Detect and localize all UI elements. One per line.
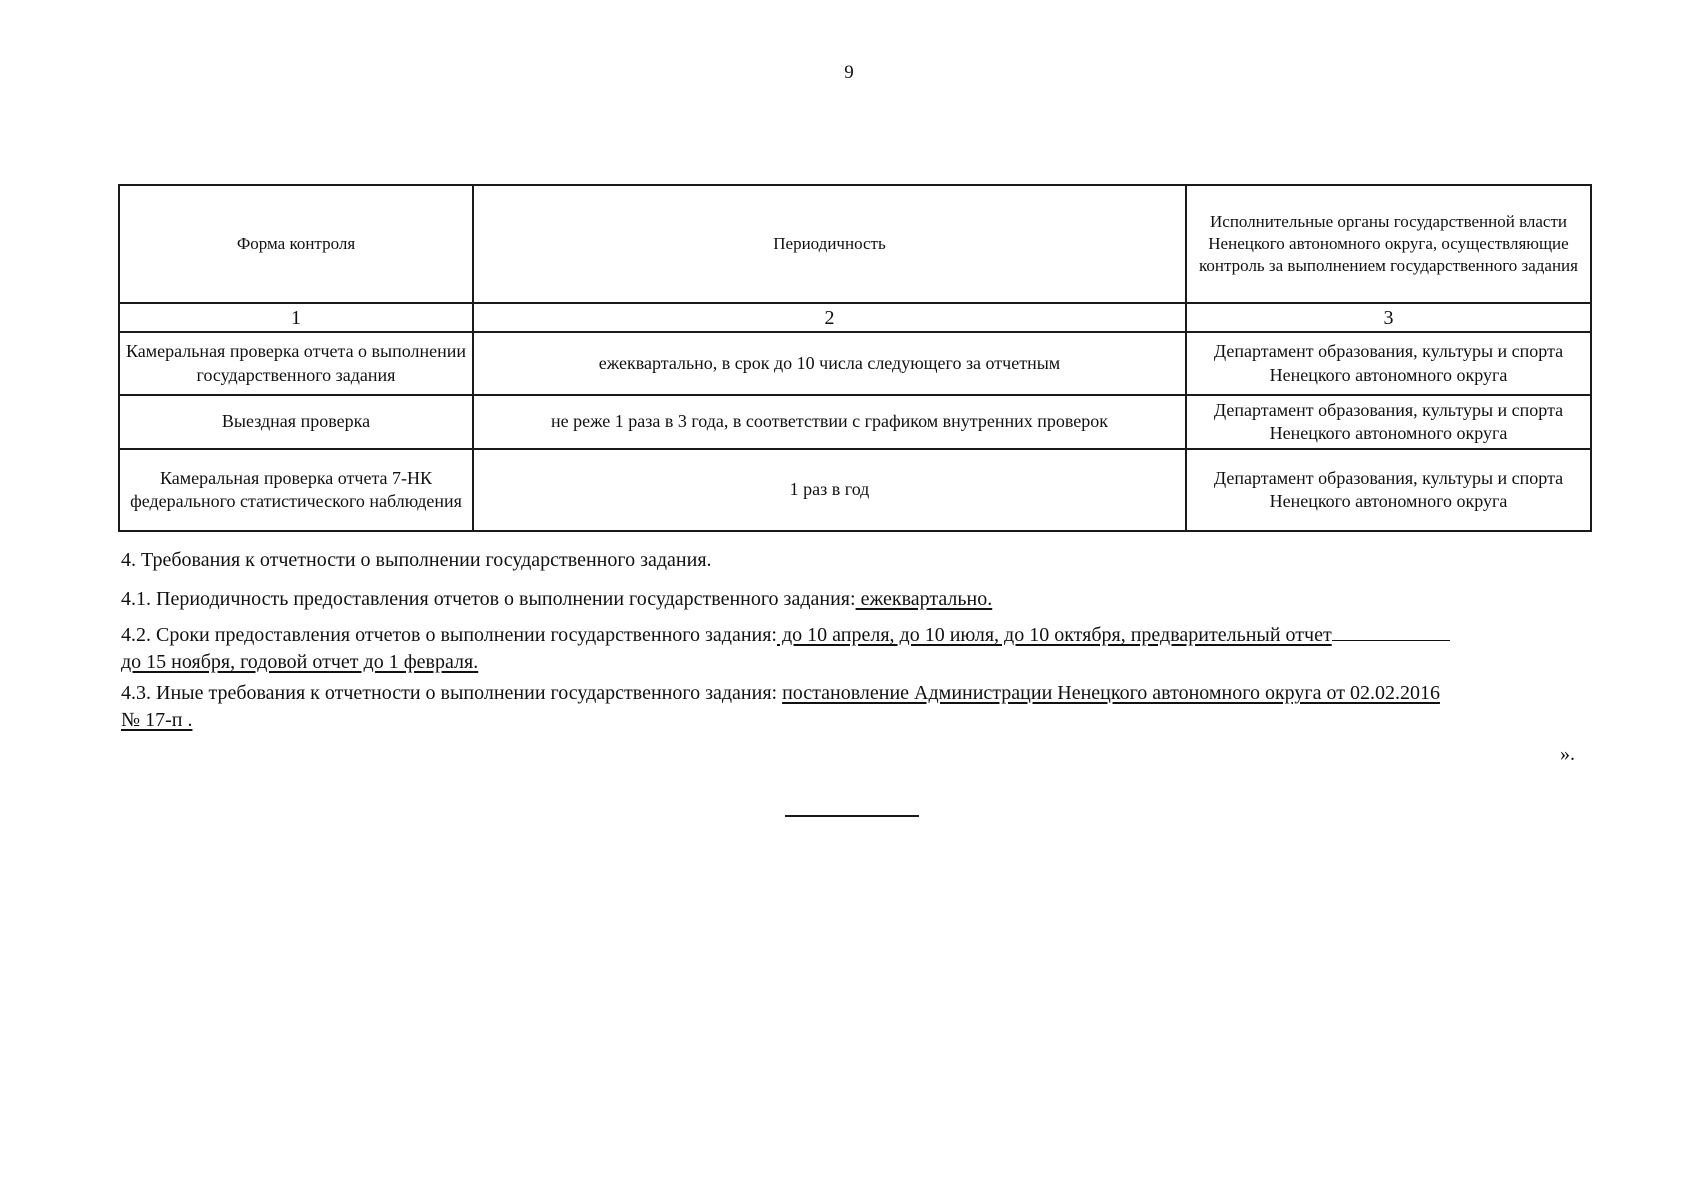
requirement-4-2-value-line2: до 15 ноября, годовой отчет до 1 февраля. [121,651,479,673]
requirement-4-3-label: 4.3. Иные требования к отчетности о выполнении государственного задания: [121,682,778,704]
cell-periodicity: ежеквартально, в срок до 10 числа следующего за отчетным [473,332,1186,395]
requirement-4-1-value: ежеквартально. [855,588,993,610]
cell-control-form: Камеральная проверка отчета о выполнении государственного задания [119,332,473,395]
table-header-row [119,185,1591,303]
table-row [119,395,1591,449]
requirement-4-3-value-line1: постановление Администрации Ненецкого автономного округа от 02.02.2016 [782,682,1440,704]
cell-control-form: Выездная проверка [119,395,473,449]
header-authorities: Исполнительные органы государственной власти Ненецкого автономного округа, осуществляющие контроль за выполнением государственного задания [1186,185,1591,303]
requirement-4-3 [121,680,1590,734]
requirement-4-2 [121,622,1590,676]
table-row [119,449,1591,531]
column-number: 3 [1186,303,1591,332]
header-periodicity: Периодичность [473,185,1186,303]
end-divider [785,815,919,817]
requirement-4-1-label: 4.1. Периодичность предоставления отчетов о выполнении государственного задания: [121,588,856,610]
fill-line [1332,622,1450,641]
control-table [118,184,1592,532]
requirement-4-2-value-line1: до 10 апреля, до 10 июля, до 10 октября, предварительный отчет [777,624,1332,646]
cell-periodicity: 1 раз в год [473,449,1186,531]
header-control-form: Форма контроля [119,185,473,303]
table-column-numbers-row [119,303,1591,332]
requirement-4-3-value-line2: № 17-п . [121,709,193,731]
requirement-4-1 [121,586,1590,613]
table-row [119,332,1591,395]
requirements-heading: 4. Требования к отчетности о выполнении государственного задания. [121,549,712,571]
cell-periodicity: не реже 1 раза в 3 года, в соответствии с графиком внутренних проверок [473,395,1186,449]
column-number: 1 [119,303,473,332]
cell-authority: Департамент образования, культуры и спорта Ненецкого автономного округа [1186,449,1591,531]
page-number: 9 [844,62,854,83]
cell-authority: Департамент образования, культуры и спорта Ненецкого автономного округа [1186,395,1591,449]
cell-authority: Департамент образования, культуры и спорта Ненецкого автономного округа [1186,332,1591,395]
cell-control-form: Камеральная проверка отчета 7-НК федерального статистического наблюдения [119,449,473,531]
closing-quote: ». [1560,743,1575,765]
column-number: 2 [473,303,1186,332]
requirement-4-2-label: 4.2. Сроки предоставления отчетов о выполнении государственного задания: [121,624,777,646]
